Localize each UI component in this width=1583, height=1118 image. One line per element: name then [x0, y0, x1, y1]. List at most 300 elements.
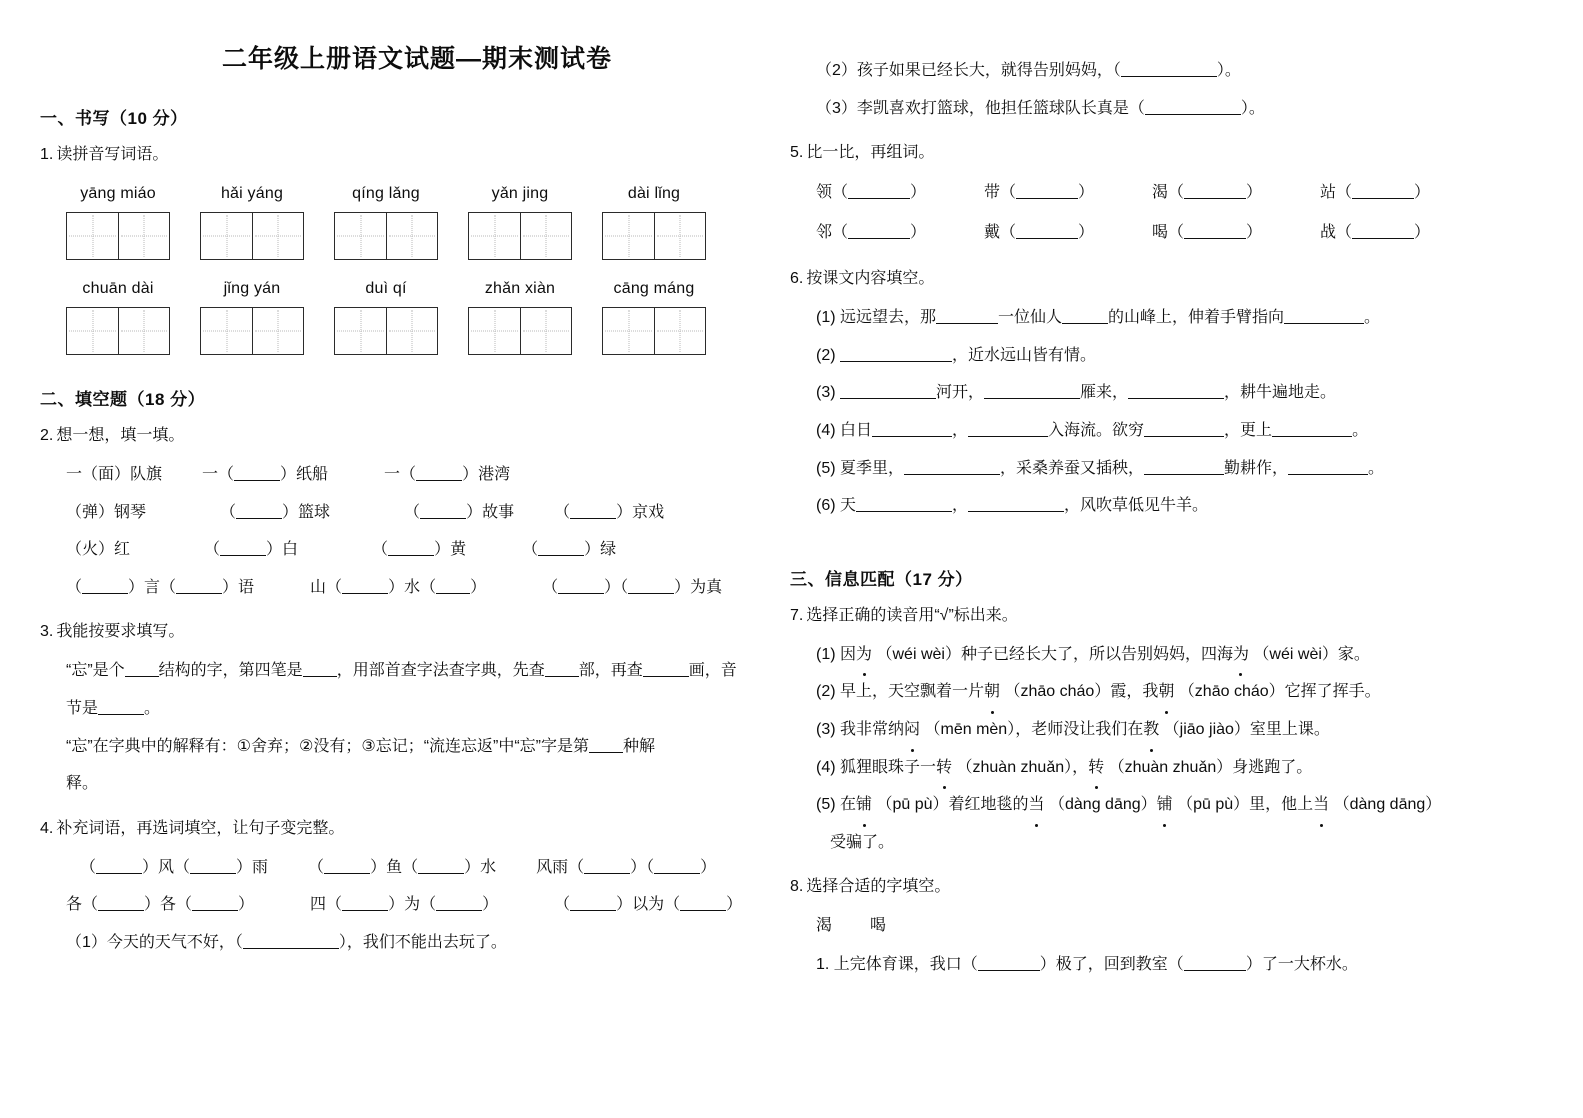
- q7-item-4[interactable]: [790, 749, 1523, 787]
- q5-char: 喝（: [1152, 224, 1185, 242]
- pinyin-cell: [334, 185, 438, 203]
- blank[interactable]: [1352, 223, 1414, 239]
- blank[interactable]: [243, 933, 339, 949]
- pinyin-text: dài lǐng: [627, 185, 681, 202]
- blank[interactable]: [192, 895, 238, 911]
- q7-i3-p4: （jiāo jiào）室里上课。: [1159, 720, 1330, 738]
- blank[interactable]: [234, 465, 280, 481]
- q6-i5-a: (5) 夏季里，: [816, 459, 905, 477]
- q6-i1-c: 的山峰上，伸着手臂指向: [1108, 309, 1285, 327]
- tianzige-cell[interactable]: [252, 213, 303, 259]
- tianzige-cell[interactable]: [67, 308, 118, 354]
- q5-char: 邻（: [816, 224, 849, 242]
- pinyin-text: duì qí: [365, 280, 407, 297]
- q8-s1-c: ）了一大杯水。: [1245, 955, 1358, 973]
- blank[interactable]: [98, 895, 144, 911]
- q2-l3-d-end: ）绿: [584, 541, 617, 559]
- q2-l1-c-end: ）港湾: [462, 466, 511, 483]
- q7-i5-p4: （dàng dāng）: [1044, 796, 1157, 814]
- blank[interactable]: [654, 858, 700, 874]
- q3-l2-b: 。: [144, 699, 161, 717]
- blank[interactable]: [125, 661, 159, 677]
- pinyin-row-1: [66, 185, 760, 203]
- blank[interactable]: [904, 459, 1000, 475]
- blank[interactable]: [570, 895, 616, 911]
- question-7-prompt: 选择正确的读音用“√”标出来。: [806, 606, 1018, 624]
- section-label: 二、填空题: [40, 390, 128, 409]
- q3-l3-b: 种解: [623, 737, 656, 755]
- tianzige-cell[interactable]: [335, 213, 386, 259]
- q2-line-3: （火）红 （ ）白 （ ）黄 （ ）绿: [66, 541, 617, 559]
- q7-i1-p2: （wéi wèi）种子已经长大了，所以告别妈妈，四海: [872, 645, 1233, 663]
- q3-l1-c: ，用部首查字法查字典，先查: [336, 662, 545, 680]
- q6-item-5: [790, 450, 1523, 488]
- blank[interactable]: [236, 503, 282, 519]
- section-points: （10 分）: [110, 109, 188, 128]
- q4-sentence-3: [790, 90, 1523, 128]
- q2-l4-p4-end: ）（: [604, 578, 629, 596]
- q6-i5-d: 。: [1368, 459, 1385, 477]
- pinyin-writing-block: [40, 185, 760, 355]
- tianzige-box[interactable]: [334, 212, 438, 260]
- blank[interactable]: [1144, 459, 1224, 475]
- blank[interactable]: [1016, 223, 1078, 239]
- q2-l4-p4-tail: ）为真: [674, 578, 723, 596]
- blank[interactable]: [856, 496, 952, 512]
- q7-i5-p8: （dàng dāng）: [1329, 796, 1442, 814]
- q2-l2-c-end: ）故事: [466, 503, 515, 521]
- q4-s3-a: （3）李凯喜欢打篮球，他担任篮球队长真是（: [816, 99, 1145, 117]
- blank[interactable]: [984, 383, 1080, 399]
- q6-item-4: [790, 412, 1523, 450]
- blank[interactable]: [848, 223, 910, 239]
- blank[interactable]: [1184, 955, 1246, 971]
- blank[interactable]: [1184, 183, 1246, 199]
- q8-character-choices: [790, 907, 1523, 945]
- q4-r1-c-start: 风雨（: [536, 858, 585, 876]
- q6-item-6: [790, 487, 1523, 525]
- tianzige-box[interactable]: [468, 307, 572, 355]
- question-7: [790, 604, 1523, 862]
- right-column: [790, 0, 1583, 1118]
- q6-i4-e: 。: [1352, 421, 1369, 439]
- q6-item-2: [790, 337, 1523, 375]
- tianzige-box[interactable]: [66, 307, 170, 355]
- q2-l4-p3-start: 山（: [310, 578, 343, 596]
- blank[interactable]: [418, 858, 464, 874]
- emphasis-char: 为: [1233, 636, 1249, 674]
- q7-item-3[interactable]: [790, 711, 1523, 749]
- q7-item-5-continued: [790, 824, 1523, 862]
- tianzige-cell[interactable]: [67, 213, 118, 259]
- q2-line-4: （ ）言（ ）语 山（ ）水（ ） （ ）（ ）为真: [66, 578, 723, 596]
- left-column: [0, 0, 790, 1118]
- q6-i4-a: (4) 白日: [816, 421, 873, 439]
- writing-grid-row-2: [66, 307, 760, 355]
- q4-r2-c-tail: ）: [726, 896, 743, 914]
- q6-i4-b: ，: [952, 421, 969, 439]
- question-8-number: 8.: [790, 878, 804, 896]
- q7-i4-p4: （zhuàn zhuǎn）身逃跑了。: [1104, 758, 1313, 776]
- q7-i3-no: (3): [816, 720, 836, 738]
- pinyin-text: qíng lǎng: [352, 185, 420, 202]
- q2-l2-d-end: ）京戏: [616, 503, 665, 521]
- q7-i5-no: (5): [816, 796, 836, 814]
- q4-sentence-1: [40, 924, 760, 962]
- char-pair-item: [816, 213, 984, 253]
- q4-r1-c-tail: ）: [700, 858, 717, 876]
- blank[interactable]: [82, 578, 128, 594]
- q5-row-2: [790, 213, 1523, 253]
- question-8-prompt: 选择合适的字填空。: [806, 878, 951, 896]
- q2-l3-b-end: ）白: [266, 541, 299, 559]
- q4-r1-c-mid: ）（: [630, 858, 655, 876]
- section-points: （18 分）: [127, 390, 206, 409]
- pinyin-text: yǎn jing: [491, 185, 549, 202]
- q3-l3-a: “忘”在字典中的解释有：①舍弃；②没有；③忘记；“流连忘返”中“忘”字是第: [66, 737, 590, 755]
- char-pair-item: [1320, 173, 1488, 213]
- q7-i1-p0: 因: [840, 645, 857, 663]
- q7-item-1[interactable]: [790, 636, 1523, 674]
- emphasis-char: 朝: [1158, 673, 1174, 711]
- question-5-head: [790, 141, 1523, 165]
- tianzige-cell[interactable]: [386, 308, 437, 354]
- q7-i5-p6: （pū pù）里，他上: [1172, 796, 1314, 814]
- tianzige-box[interactable]: [468, 212, 572, 260]
- blank[interactable]: [1145, 99, 1241, 115]
- question-8: [790, 875, 1523, 983]
- char-pair-item: [984, 173, 1152, 213]
- question-2-prompt: 想一想，填一填。: [56, 427, 185, 444]
- q3-l4: 释。: [66, 775, 99, 793]
- q4-r2-a-tail: ）: [238, 896, 255, 914]
- question-6-head: [790, 267, 1523, 291]
- q6-item-3: [790, 374, 1523, 412]
- question-2-head: [40, 424, 760, 448]
- blank[interactable]: [545, 661, 579, 677]
- writing-grid-row-1: [66, 212, 760, 260]
- q6-i1-d: 。: [1364, 309, 1381, 327]
- blank[interactable]: [98, 699, 144, 715]
- tianzige-cell[interactable]: [118, 308, 169, 354]
- char-pair-item: [1152, 213, 1320, 253]
- blank[interactable]: [220, 540, 266, 556]
- blank[interactable]: [968, 421, 1048, 437]
- q3-line-1: [40, 652, 760, 690]
- q2-l1-example: 一（面）队旗: [66, 466, 163, 483]
- blank[interactable]: [176, 578, 222, 594]
- char-pair-item: [1320, 213, 1488, 253]
- emphasis-char: 当: [1313, 786, 1329, 824]
- q2-l4-p3-end: ）水（: [388, 578, 437, 596]
- q5-close: ）: [910, 184, 927, 202]
- pinyin-row-2: [66, 280, 760, 298]
- q4-s2-b: ）。: [1216, 62, 1241, 79]
- question-3-head: [40, 620, 760, 644]
- q5-char: 战（: [1320, 224, 1353, 242]
- question-5: [790, 141, 1523, 253]
- q7-i2-p4: （zhāo cháo）它挥了挥手。: [1174, 683, 1381, 701]
- pinyin-text: cāng máng: [613, 280, 695, 297]
- q5-close: ）: [1078, 184, 1095, 202]
- question-6: [790, 267, 1523, 525]
- blank[interactable]: [936, 308, 998, 324]
- question-3-prompt: 我能按要求填写。: [56, 623, 185, 641]
- q2-l4-p1-end: ）言（: [128, 578, 177, 596]
- q7-i2-p0: 早上，天空飘着一片: [840, 683, 985, 701]
- question-5-prompt: 比一比，再组词。: [806, 144, 935, 162]
- tianzige-cell[interactable]: [469, 213, 520, 259]
- tianzige-cell[interactable]: [603, 213, 654, 259]
- question-6-number: 6.: [790, 270, 804, 288]
- blank[interactable]: [848, 183, 910, 199]
- blank[interactable]: [420, 503, 466, 519]
- q6-i5-c: 勤耕作，: [1224, 459, 1289, 477]
- tianzige-box[interactable]: [602, 307, 706, 355]
- question-4-prompt: 补充词语，再选词填空，让句子变完整。: [56, 819, 345, 837]
- q3-l1-a: “忘”是个: [66, 662, 125, 680]
- tianzige-cell[interactable]: [201, 308, 252, 354]
- q2-l4-p2-end: ）语: [222, 578, 255, 596]
- q7-i1-no: (1): [816, 645, 836, 663]
- tianzige-cell[interactable]: [118, 213, 169, 259]
- q5-row-1: [790, 173, 1523, 213]
- q3-l2-a: 节是: [66, 699, 99, 717]
- q7-i4-p2: （zhuàn zhuǎn），: [952, 758, 1089, 776]
- q7-i1-p4: （wéi wèi）家。: [1248, 645, 1370, 663]
- blank[interactable]: [1062, 308, 1108, 324]
- blank[interactable]: [416, 465, 462, 481]
- q5-close: ）: [910, 224, 927, 242]
- q2-l1-b-start: 一（: [202, 466, 235, 483]
- emphasis-char: 闷: [904, 711, 920, 749]
- q4-r2-a-start: 各（: [66, 896, 99, 914]
- q4-r1-a-tail: ）雨: [236, 858, 269, 876]
- q4-s1-a: （1）今天的天气不好，（: [66, 933, 243, 951]
- char-pair-item: [984, 213, 1152, 253]
- pinyin-cell: [602, 185, 706, 203]
- q8-s1-b: ）极了，回到教室（: [1039, 955, 1184, 973]
- q2-l4-p3-tail: ）: [470, 578, 487, 596]
- blank[interactable]: [342, 578, 388, 594]
- q6-i1-b: 一位仙人: [998, 309, 1063, 327]
- q7-item-2[interactable]: [790, 673, 1523, 711]
- tianzige-cell[interactable]: [469, 308, 520, 354]
- pinyin-cell: [200, 280, 304, 298]
- section-label: 三、信息匹配: [790, 569, 895, 589]
- tianzige-cell[interactable]: [520, 213, 571, 259]
- blank[interactable]: [1288, 459, 1368, 475]
- q7-i5-cont: 受骗了。: [830, 833, 895, 851]
- q7-i5-p0: 在: [840, 796, 857, 814]
- question-4-number: 4.: [40, 819, 54, 837]
- question-1: [40, 143, 760, 355]
- question-6-prompt: 按课文内容填空。: [806, 270, 935, 288]
- blank[interactable]: [96, 858, 142, 874]
- pinyin-cell: [66, 280, 170, 298]
- tianzige-cell[interactable]: [386, 213, 437, 259]
- pinyin-text: zhǎn xiàn: [484, 280, 556, 297]
- pinyin-text: hǎi yáng: [220, 185, 284, 202]
- q2-line-2: （弹）钢琴 （ ）篮球 （ ）故事 （ ）京戏: [66, 503, 665, 521]
- q5-char: 站（: [1320, 184, 1353, 202]
- q5-char: 领（: [816, 184, 849, 202]
- q4-r2-c-mid: ）以为（: [616, 896, 681, 914]
- blank[interactable]: [342, 895, 388, 911]
- emphasis-char: 教: [1143, 711, 1159, 749]
- char-pair-item: [816, 173, 984, 213]
- tianzige-box[interactable]: [200, 307, 304, 355]
- blank[interactable]: [968, 496, 1064, 512]
- emphasis-char: 转: [936, 749, 952, 787]
- tianzige-cell[interactable]: [252, 308, 303, 354]
- pinyin-text: jǐng yán: [223, 280, 281, 297]
- tianzige-cell[interactable]: [335, 308, 386, 354]
- pinyin-text: chuān dài: [82, 280, 154, 297]
- blank[interactable]: [643, 661, 689, 677]
- question-7-number: 7.: [790, 606, 804, 624]
- tianzige-cell[interactable]: [654, 213, 705, 259]
- q5-close: ）: [1246, 184, 1263, 202]
- q7-i2-no: (2): [816, 683, 836, 701]
- q4-r2-b-mid: ）为（: [388, 896, 437, 914]
- q7-i4-no: (4): [816, 758, 836, 776]
- blank[interactable]: [978, 955, 1040, 971]
- q3-l1-d: 部，再查: [578, 662, 643, 680]
- q6-item-1: [790, 299, 1523, 337]
- q6-i2-b: ，近水远山皆有情。: [952, 346, 1097, 364]
- q7-item-5[interactable]: [790, 786, 1523, 824]
- q7-i4-p0: 狐狸眼珠子一: [840, 758, 937, 776]
- q6-i1-a: (1) 远远望去，那: [816, 309, 937, 327]
- q4-r2-c-start: （: [554, 896, 571, 914]
- section-points: （17 分）: [895, 569, 973, 589]
- blank[interactable]: [840, 346, 952, 362]
- q2-l2-b-end: ）篮球: [282, 503, 331, 521]
- tianzige-cell[interactable]: [603, 308, 654, 354]
- question-1-number: 1.: [40, 146, 54, 163]
- blank[interactable]: [840, 383, 936, 399]
- q6-i5-b: ，采桑养蚕又插秧，: [1000, 459, 1145, 477]
- blank[interactable]: [570, 503, 616, 519]
- q8-s1-a: 1. 上完体育课，我口（: [816, 955, 978, 973]
- choice-char[interactable]: 渴: [816, 917, 833, 935]
- section-heading-info-match: [790, 565, 1523, 590]
- q4-s2-a: （2）孩子如果已经长大，就得告别妈妈，（: [816, 62, 1121, 79]
- blank[interactable]: [1128, 383, 1224, 399]
- emphasis-char: 铺: [1157, 786, 1173, 824]
- choice-char[interactable]: 喝: [870, 917, 887, 935]
- tianzige-box[interactable]: [200, 212, 304, 260]
- blank[interactable]: [1016, 183, 1078, 199]
- q4-sentence-2: [790, 52, 1523, 90]
- q6-i3-a: (3): [816, 384, 840, 402]
- q5-close: ）: [1246, 224, 1263, 242]
- question-2: [40, 424, 760, 606]
- q5-close: ）: [1078, 224, 1095, 242]
- tianzige-box[interactable]: [602, 212, 706, 260]
- q3-line-4: [40, 765, 760, 803]
- blank[interactable]: [303, 661, 337, 677]
- blank[interactable]: [1284, 308, 1364, 324]
- q4-r1-b-tail: ）水: [464, 858, 497, 876]
- blank[interactable]: [1144, 421, 1224, 437]
- question-4-head: [40, 817, 760, 841]
- q2-l1-c-start: 一（: [384, 466, 417, 483]
- blank[interactable]: [388, 540, 434, 556]
- q7-i3-p2: （mēn mèn），老师没让我们在: [920, 720, 1144, 738]
- blank[interactable]: [1352, 183, 1414, 199]
- question-1-prompt: 读拼音写词语。: [56, 146, 169, 163]
- q4-s3-b: ）。: [1240, 99, 1265, 117]
- blank[interactable]: [1272, 421, 1352, 437]
- blank[interactable]: [584, 858, 630, 874]
- q5-close: ）: [1414, 224, 1431, 242]
- question-7-head: [790, 604, 1523, 628]
- q3-line-2: [40, 690, 760, 728]
- tianzige-box[interactable]: [334, 307, 438, 355]
- blank[interactable]: [1121, 61, 1217, 77]
- page-title: 二年级上册语文试题—期末测试卷: [221, 45, 612, 73]
- q2-l3-example: （火）红: [66, 541, 131, 559]
- blank[interactable]: [680, 895, 726, 911]
- tianzige-cell[interactable]: [654, 308, 705, 354]
- q3-l1-b: 结构的字，第四笔是: [158, 662, 303, 680]
- blank[interactable]: [436, 578, 470, 594]
- q6-i6-c: ，风吹草低见牛羊。: [1064, 497, 1209, 515]
- q2-l3-c-end: ）黄: [434, 541, 467, 559]
- emphasis-char: 铺: [856, 786, 872, 824]
- section-label: 一、书写: [40, 109, 110, 128]
- q4-idiom-row-2: [40, 886, 760, 924]
- question-3: [40, 620, 760, 802]
- q2-line-1: [40, 456, 760, 494]
- blank[interactable]: [589, 737, 623, 753]
- q5-char: 戴（: [984, 224, 1017, 242]
- pinyin-text: yāng miáo: [80, 185, 156, 202]
- tianzige-box[interactable]: [66, 212, 170, 260]
- q7-i5-p2: （pū pù）着红地毯的: [872, 796, 1029, 814]
- tianzige-cell[interactable]: [201, 213, 252, 259]
- q6-i6-a: (6) 天: [816, 497, 857, 515]
- q5-char: 带（: [984, 184, 1017, 202]
- pinyin-cell: [602, 280, 706, 298]
- char-pair-item: [1152, 173, 1320, 213]
- emphasis-char: 转: [1088, 749, 1104, 787]
- blank[interactable]: [1184, 223, 1246, 239]
- tianzige-cell[interactable]: [520, 308, 571, 354]
- blank[interactable]: [628, 578, 674, 594]
- blank[interactable]: [558, 578, 604, 594]
- q4-s1-b: ），我们不能出去玩了。: [338, 933, 507, 951]
- q4-idiom-row-1: （ ）风（ ）雨 （ ）鱼（ ）水 风雨（ ）（ ）: [80, 858, 717, 876]
- q3-line-3: [40, 728, 760, 766]
- blank[interactable]: [436, 895, 482, 911]
- question-4: [40, 817, 760, 962]
- blank[interactable]: [872, 421, 952, 437]
- question-5-number: 5.: [790, 144, 804, 162]
- q2-l2-example: （弹）钢琴: [66, 503, 147, 521]
- blank[interactable]: [190, 858, 236, 874]
- blank[interactable]: [324, 858, 370, 874]
- emphasis-char: 为: [856, 636, 872, 674]
- q6-i2-a: (2): [816, 346, 840, 364]
- q4-r1-b-mid: ）鱼（: [370, 858, 419, 876]
- q5-close: ）: [1414, 184, 1431, 202]
- pinyin-cell: [334, 280, 438, 298]
- blank[interactable]: [538, 540, 584, 556]
- section-heading-writing: [40, 104, 760, 129]
